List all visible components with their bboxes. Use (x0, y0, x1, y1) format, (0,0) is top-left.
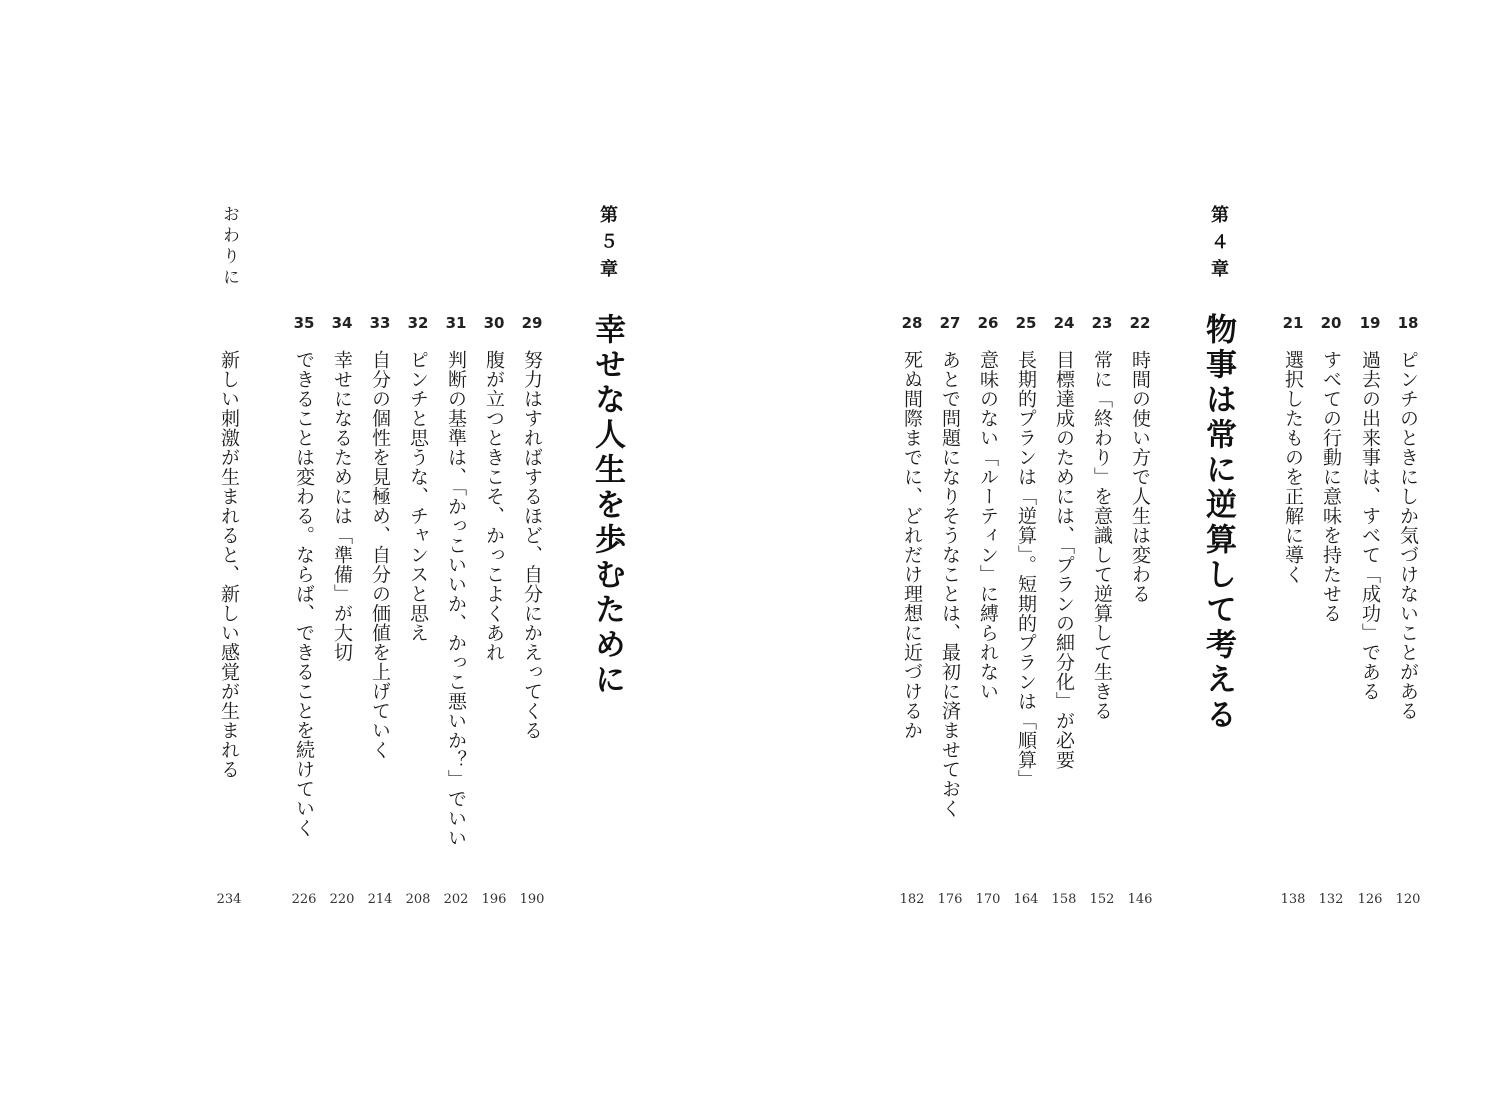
page-number: 132 (1318, 892, 1344, 907)
entry-title: 幸せになるためには「準備」が大切 (331, 350, 353, 662)
page-number: 146 (1127, 892, 1153, 907)
entry-number: 20 (1320, 314, 1342, 332)
entry-title: できることは変わる。ならば、できることを続けていく (293, 350, 315, 838)
page-number: 126 (1357, 892, 1383, 907)
entry-title: ピンチと思うな、チャンスと思え (407, 350, 429, 643)
ending-label: おわりに (219, 205, 239, 289)
entry-number: 27 (939, 314, 961, 332)
page-number: 190 (519, 892, 545, 907)
page-number: 196 (481, 892, 507, 907)
chapter-5-title: 幸せな人生を歩むために (589, 313, 625, 698)
entry-number: 25 (1015, 314, 1037, 332)
page-number: 138 (1280, 892, 1306, 907)
entry-number: 19 (1359, 314, 1381, 332)
entry-title: 常に「終わり」を意識して逆算して生きる (1091, 350, 1113, 721)
entry-number: 22 (1129, 314, 1151, 332)
entry-number: 21 (1282, 314, 1304, 332)
entry-title: ピンチのときにしか気づけないことがある (1397, 350, 1419, 721)
entry-number: 23 (1091, 314, 1113, 332)
entry-number: 26 (977, 314, 999, 332)
entry-number: 30 (483, 314, 505, 332)
entry-title: すべての行動に意味を持たせる (1320, 350, 1342, 623)
page-number: 152 (1089, 892, 1115, 907)
entry-title: 努力はすればするほど、自分にかえってくる (521, 350, 543, 740)
entry-number: 24 (1053, 314, 1075, 332)
page-number: 158 (1051, 892, 1077, 907)
entry-title: 新しい刺激が生まれると、新しい感覚が生まれる (218, 350, 240, 779)
page-number: 220 (329, 892, 355, 907)
chapter-4-title: 物事は常に逆算して考える (1200, 313, 1236, 733)
entry-number: 28 (901, 314, 923, 332)
page-number: 164 (1013, 892, 1039, 907)
entry-title: 死ぬ間際までに、どれだけ理想に近づけるか (901, 350, 923, 740)
entry-number: 31 (445, 314, 467, 332)
chapter-5-label: 第５章 (597, 205, 618, 286)
page-number: 234 (216, 892, 242, 907)
page-number: 214 (367, 892, 393, 907)
entry-title: 判断の基準は、「かっこいいか、かっこ悪いか？」でいい (445, 350, 467, 848)
page-number: 120 (1395, 892, 1421, 907)
entry-title: 長期的プランは「逆算」。短期的プランは「順算」 (1015, 350, 1037, 789)
entry-title: 選択したものを正解に導く (1282, 350, 1304, 584)
entry-number: 34 (331, 314, 353, 332)
entry-title: あとで問題になりそうなことは、最初に済ませておく (939, 350, 961, 818)
page-number: 208 (405, 892, 431, 907)
page-number: 182 (899, 892, 925, 907)
entry-title: 目標達成のためには、「プランの細分化」が必要 (1053, 350, 1075, 770)
page-number: 176 (937, 892, 963, 907)
entry-title: 時間の使い方で人生は変わる (1129, 350, 1151, 604)
entry-number: 33 (369, 314, 391, 332)
page-number: 202 (443, 892, 469, 907)
page-number: 226 (291, 892, 317, 907)
entry-number: 18 (1397, 314, 1419, 332)
entry-title: 腹が立つときこそ、かっこよくあれ (483, 350, 505, 662)
entry-number: 32 (407, 314, 429, 332)
entry-title: 過去の出来事は、すべて「成功」である (1359, 350, 1381, 701)
entry-title: 自分の個性を見極め、自分の価値を上げていく (369, 350, 391, 760)
entry-number: 29 (521, 314, 543, 332)
chapter-4-label: 第４章 (1208, 205, 1229, 286)
entry-number: 35 (293, 314, 315, 332)
entry-title: 意味のない「ルーティン」に縛られない (977, 350, 999, 701)
page-number: 170 (975, 892, 1001, 907)
